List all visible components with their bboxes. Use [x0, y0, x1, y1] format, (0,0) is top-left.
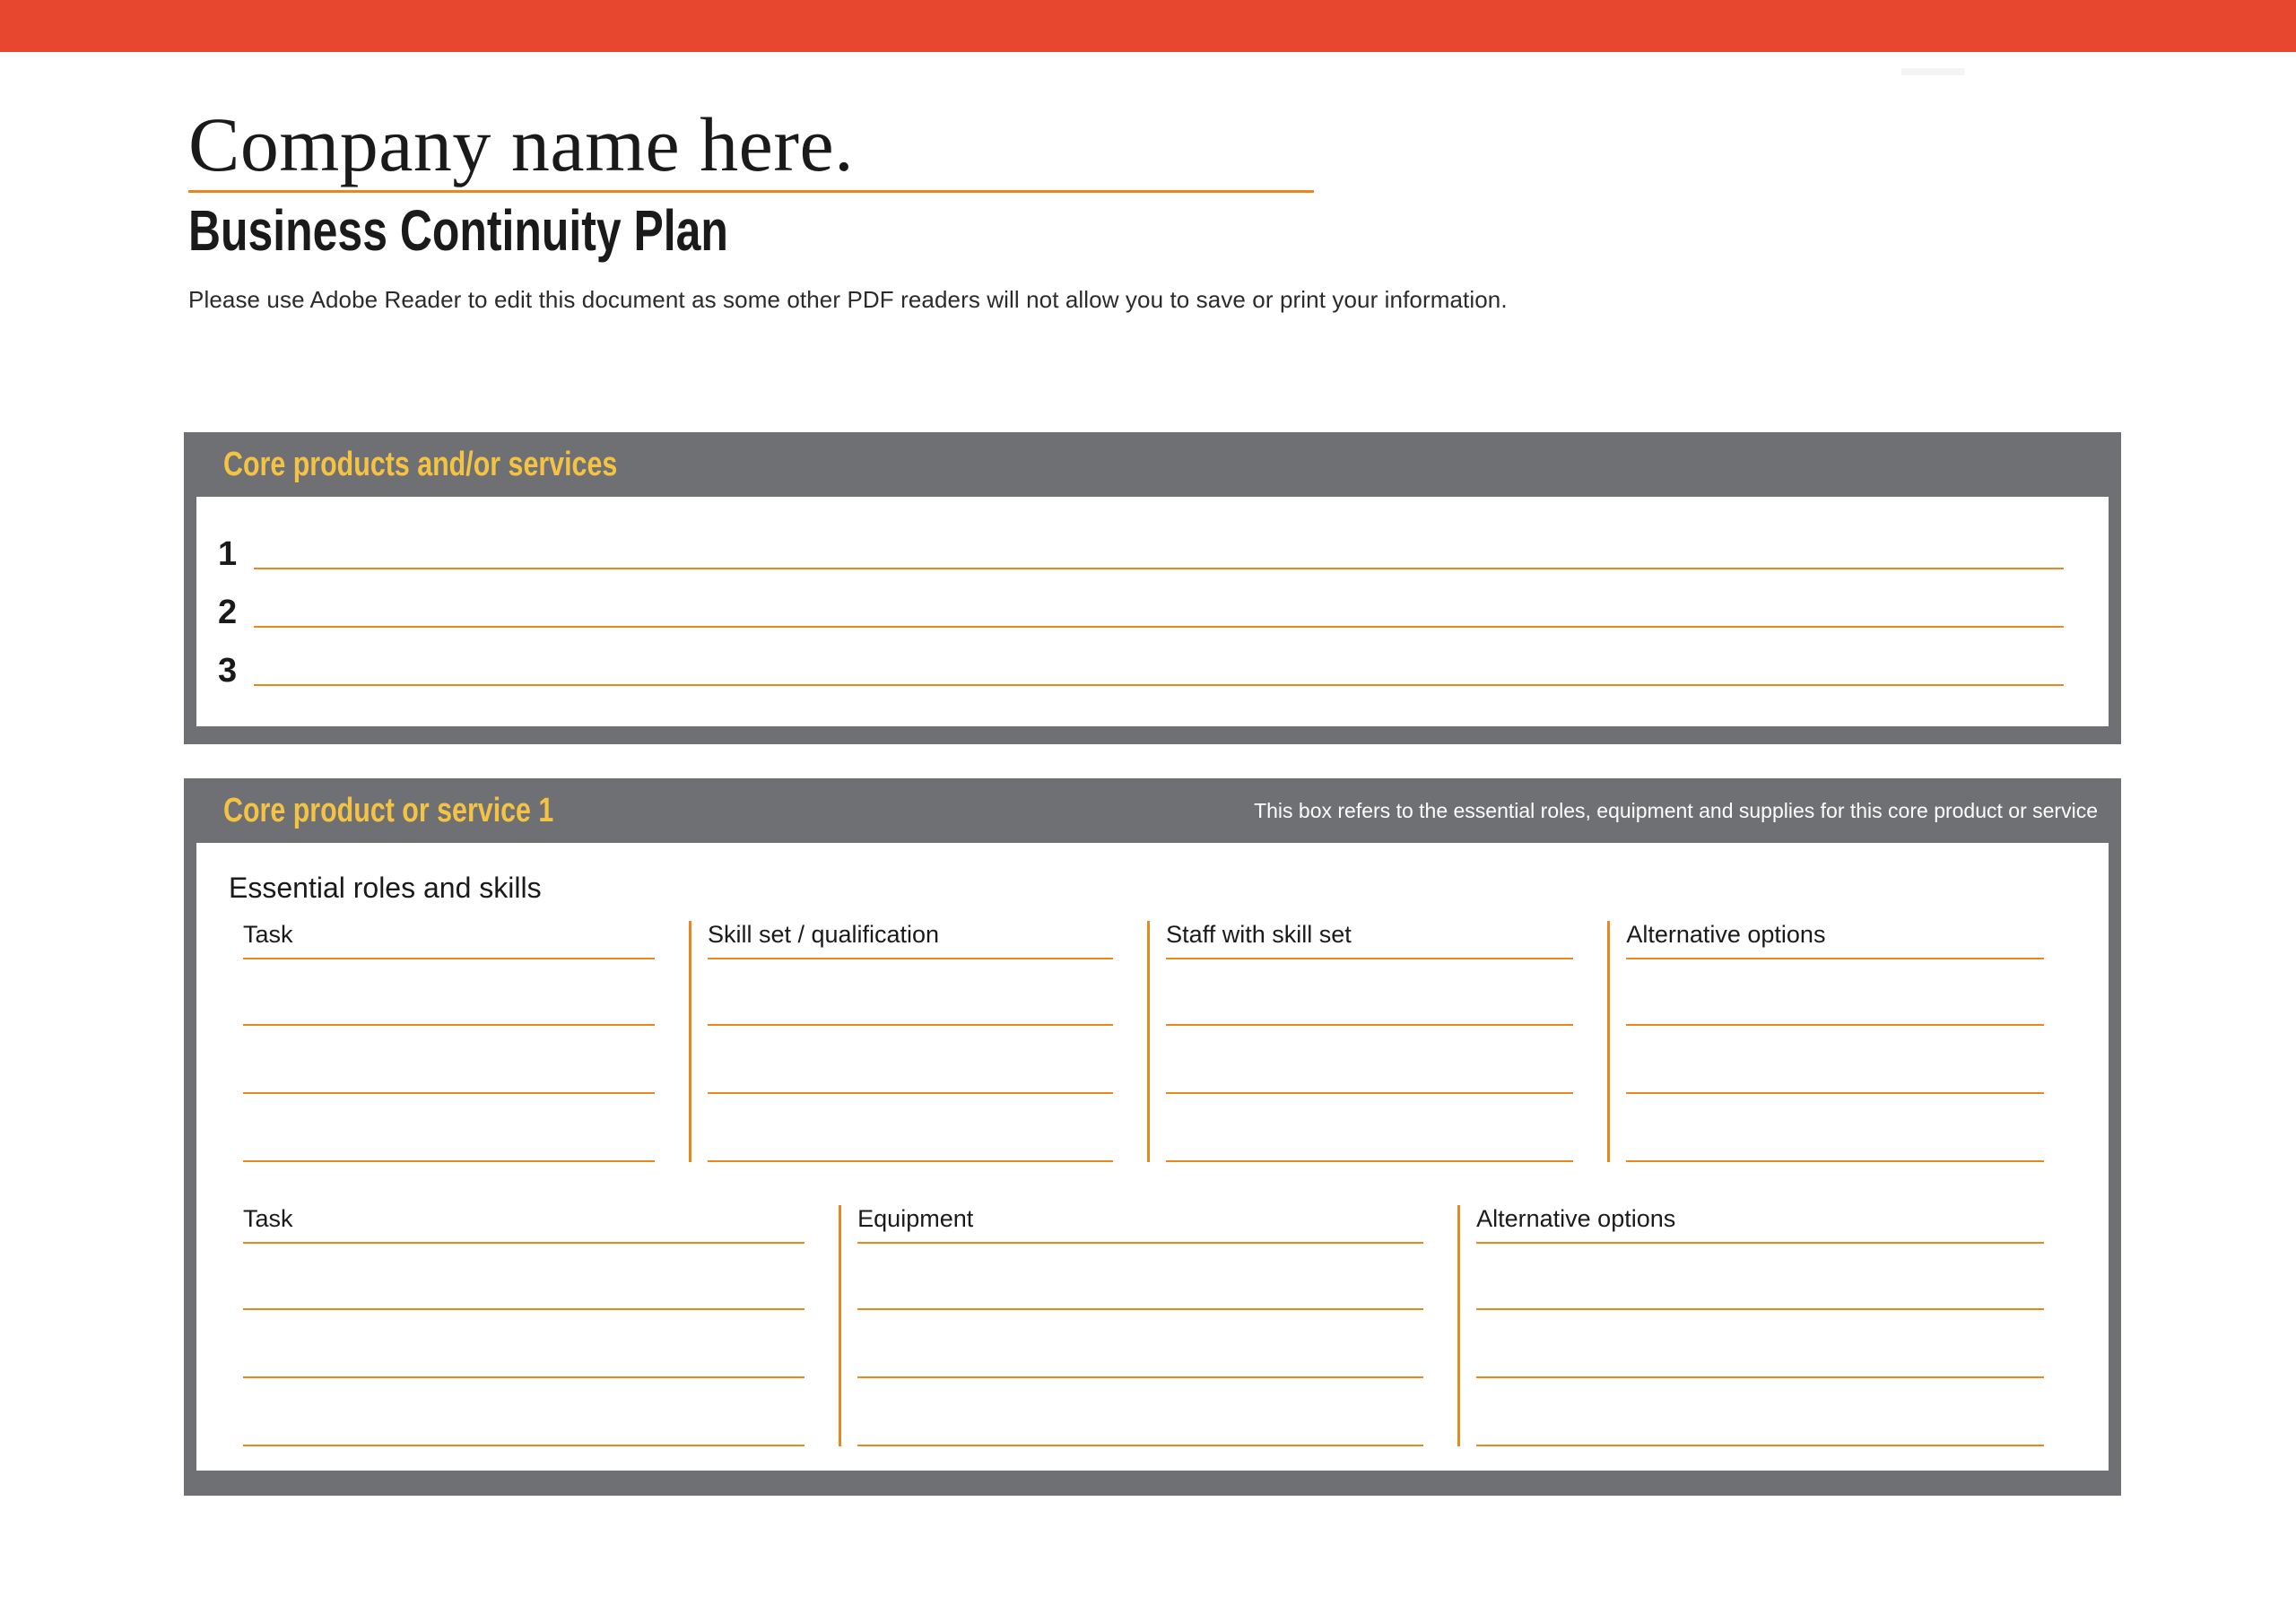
core-products-panel-header [184, 432, 2121, 497]
list-item-number: 3 [218, 652, 238, 690]
column-header: Alternative options [1626, 921, 2044, 959]
list-item [218, 637, 2064, 695]
table-spacer [227, 1162, 2078, 1205]
column-header: Equipment [857, 1205, 1423, 1244]
table-column-alternative-options [1457, 1205, 2078, 1446]
top-accent-bar [0, 0, 2296, 52]
roles-skillset-input-2[interactable] [708, 1026, 1113, 1094]
table-column-equipment [839, 1205, 1457, 1446]
equipment-equipment-input-2[interactable] [857, 1310, 1423, 1378]
core-product-input-3[interactable] [254, 684, 2064, 686]
page-watermark-mark [1901, 68, 1964, 75]
core-service-1-panel-body [196, 843, 2109, 1471]
page-title: Business Continuity Plan [188, 198, 728, 263]
table-column-skill-set [689, 921, 1147, 1162]
roles-alternative-input-1[interactable] [1626, 959, 2044, 1026]
list-item-number: 2 [218, 594, 238, 631]
list-item-number: 1 [218, 535, 238, 573]
column-header: Skill set / qualification [708, 921, 1113, 959]
roles-task-input-2[interactable] [243, 1026, 655, 1094]
equipment-alternative-input-1[interactable] [1476, 1244, 2044, 1310]
equipment-equipment-input-1[interactable] [857, 1244, 1423, 1310]
equipment-task-input-1[interactable] [243, 1244, 804, 1310]
roles-staff-input-3[interactable] [1166, 1094, 1573, 1162]
roles-staff-input-2[interactable] [1166, 1026, 1573, 1094]
equipment-equipment-input-3[interactable] [857, 1378, 1423, 1446]
core-service-1-panel-title: Core product or service 1 [223, 791, 554, 829]
column-header: Task [243, 1205, 804, 1244]
table-column-alternative-options [1607, 921, 2078, 1162]
core-product-input-2[interactable] [254, 626, 2064, 628]
company-name-field[interactable]: Company name here. [188, 101, 855, 187]
core-service-1-panel [184, 778, 2121, 1496]
roles-task-input-3[interactable] [243, 1094, 655, 1162]
essential-roles-table [227, 921, 2078, 1162]
roles-skillset-input-3[interactable] [708, 1094, 1113, 1162]
roles-skillset-input-1[interactable] [708, 959, 1113, 1026]
equipment-alternative-input-3[interactable] [1476, 1378, 2044, 1446]
equipment-table [227, 1205, 2078, 1446]
roles-staff-input-1[interactable] [1166, 959, 1573, 1026]
core-products-panel-title: Core products and/or services [223, 445, 618, 483]
company-name-underline [188, 190, 1314, 193]
column-header: Staff with skill set [1166, 921, 1573, 959]
list-item [218, 578, 2064, 637]
table-column-task [227, 921, 689, 1162]
equipment-task-input-2[interactable] [243, 1310, 804, 1378]
equipment-task-input-3[interactable] [243, 1378, 804, 1446]
table-column-task [227, 1205, 839, 1446]
equipment-alternative-input-2[interactable] [1476, 1310, 2044, 1378]
core-service-1-panel-header [184, 778, 2121, 843]
core-products-panel [184, 432, 2121, 744]
essential-roles-section-label: Essential roles and skills [229, 872, 542, 904]
table-column-staff-with-skill-set [1147, 921, 1607, 1162]
roles-alternative-input-2[interactable] [1626, 1026, 2044, 1094]
core-service-1-panel-note: This box refers to the essential roles, equipment and supplies for this core product or service [1254, 798, 2098, 822]
roles-alternative-input-3[interactable] [1626, 1094, 2044, 1162]
column-header: Alternative options [1476, 1205, 2044, 1244]
document-header [188, 101, 2161, 314]
core-product-input-1[interactable] [254, 568, 2064, 569]
core-products-panel-body [196, 497, 2109, 726]
reader-notice-text: Please use Adobe Reader to edit this document as some other PDF readers will not allow you to save or print your information. [188, 286, 1508, 313]
column-header: Task [243, 921, 655, 959]
roles-task-input-1[interactable] [243, 959, 655, 1026]
list-item [218, 520, 2064, 578]
